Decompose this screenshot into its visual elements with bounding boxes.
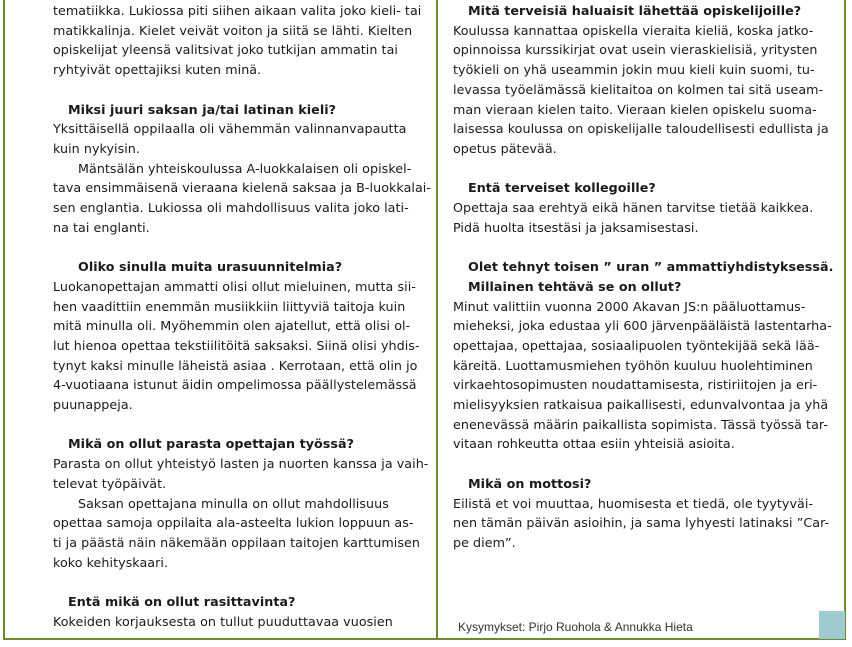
question-heading: Entä mikä on ollut rasittavinta? [68, 594, 296, 609]
body-text-line: opinnoissa kurssikirjat ovat usein vieraskielisiä, yritysten [453, 42, 818, 58]
body-text-line: Koulussa kannattaa opiskella vieraita kieliä, koska jatko- [453, 22, 814, 38]
question-heading: Millainen tehtävä se on ollut? [468, 278, 682, 294]
body-text-line: kuin nykyisin. [53, 140, 140, 156]
body-text-line: Eilistä et voi muuttaa, huomisesta et tiedä, ole tyytyväi- [453, 495, 814, 511]
body-text-line: opiskelijat yleensä valitsivat joko tutkijan ammatin tai [53, 42, 398, 58]
body-text-line: ryhtyivät opettajiksi kuten minä. [53, 62, 262, 78]
body-text-line: koko kehityskaari. [53, 554, 169, 570]
body-text-line: opettaa samoja oppilaita ala-asteelta lukion loppuun as- [53, 515, 414, 531]
body-text-line: Luokanopettajan ammatti olisi ollut mieluinen, mutta sii- [53, 278, 416, 294]
body-text-line: mielisyyksien ratkaisua paikallisesti, edunvalvontaa ja yhä [453, 397, 829, 412]
question-heading: Mikä on mottosi? [468, 475, 592, 491]
body-text-line: Yksittäisellä oppilaalla oli vähemmän valinnanvapautta [53, 121, 407, 137]
body-text-line: sen englantia. Lukiossa oli mahdollisuus valita joko lati- [53, 200, 409, 215]
body-text-line: mieheksi, joka edustaa yli 600 järvenpääläistä lastentarha- [453, 318, 832, 334]
question-heading: Olet tehnyt toisen ” uran ” ammattiyhdistyksessä. [468, 259, 834, 275]
body-text-line: puunappeja. [53, 397, 133, 412]
body-text-line: lut hienoa opettaa tekstiilitöitä saksaksi. Siinä olisi yhdis- [53, 337, 420, 353]
body-text-line: man vieraan kielen taito. Vieraan kielen opiskelu suoma- [453, 101, 817, 117]
corner-box [819, 611, 845, 639]
body-text-line: Mäntsälän yhteiskoulussa A-luokkalaisen oli opiskel- [78, 160, 412, 176]
body-text-line: hen vaadittiin enemmän musiikkiin liittyviä taitoja kuin [53, 298, 406, 314]
body-text-line: tematiikka. Lukiossa piti siihen aikaan valita joko kieli- tai [53, 3, 422, 18]
body-text-line: enenevässä määrin paikallista sopimista. Tässä työssä tar- [453, 416, 828, 432]
body-text-line: Pidä huolta itsestäsi ja jaksamisestasi. [453, 219, 699, 235]
body-text-line: televat työpäivät. [53, 475, 167, 491]
body-text-line: matikkalinja. Kielet veivät voiton ja siitä se lähti. Kielten [53, 22, 413, 38]
body-text-line: tynyt kaksi minulle läheistä asiaa . Kerrotaan, että olin jo [53, 357, 418, 373]
body-text-line: Minut valittiin vuonna 2000 Akavan JS:n pääluottamus- [453, 298, 806, 314]
body-text-line: Saksan opettajana minulla on ollut mahdollisuus [78, 495, 389, 511]
body-text-line: na tai englanti. [53, 219, 150, 235]
question-heading: Mikä on ollut parasta opettajan työssä? [68, 436, 355, 452]
body-text-line: 4-vuotiaana istunut äidin ompelimossa päällystelemässä [53, 377, 417, 393]
body-text-line: vitaan rohkeutta ottaa esiin yhteisiä asioita. [453, 436, 735, 452]
body-text-line: levassa työelämässä kielitaitoa on kolmen tai sitä useam- [453, 81, 824, 97]
body-text-line: nen tämän päivän asioihin, ja sama lyhyesti latinaksi ”Car- [453, 515, 830, 531]
question-heading: Oliko sinulla muita urasuunnitelmia? [78, 259, 343, 275]
body-text-line: Kokeiden korjauksesta on tullut puuduttavaa vuosien [53, 613, 393, 629]
body-text-line: mitä minulla oli. Myöhemmin olen ajatellut, että olisi ol- [53, 318, 411, 334]
question-heading: Mitä terveisiä haluaisit lähettää opiskelijoille? [468, 3, 802, 18]
interview-credit: Kysymykset: Pirjo Ruohola & Annukka Hieta [458, 620, 693, 634]
question-heading: Miksi juuri saksan ja/tai latinan kieli? [68, 101, 337, 117]
body-text-line: virkaehtosopimusten noudattamisesta, ristiriitojen ja eri- [453, 377, 818, 393]
column-divider [436, 0, 438, 640]
body-text-line: työkieli on yhä useammin jokin muu kieli kuin suomi, tu- [453, 62, 815, 78]
body-text-line: käreitä. Luottamusmiehen työhön kuuluu huolehtiminen [453, 357, 813, 373]
question-heading: Entä terveiset kollegoille? [468, 180, 656, 196]
body-text-line: tava ensimmäisenä vieraana kielenä saksaa ja B-luokkalai- [53, 180, 432, 196]
body-text-line: ti ja päästä näin näkemään oppilaan taitojen karttumisen [53, 534, 420, 550]
body-text-line: Parasta on ollut yhteistyö lasten ja nuorten kanssa ja vaih- [53, 456, 429, 472]
body-text-line: Opettaja saa erehtyä eikä hänen tarvitse tietää kaikkea. [453, 200, 814, 215]
body-text-line: opettajaa, opettajaa, sosiaalipuolen työntekijää sekä lää- [453, 337, 820, 353]
body-text-line: opetus pätevää. [453, 140, 557, 156]
body-text-line: pe diem”. [453, 534, 516, 550]
body-text-line: laisessa koulussa on opiskelijalle taloudellisesti edullista ja [453, 121, 829, 137]
